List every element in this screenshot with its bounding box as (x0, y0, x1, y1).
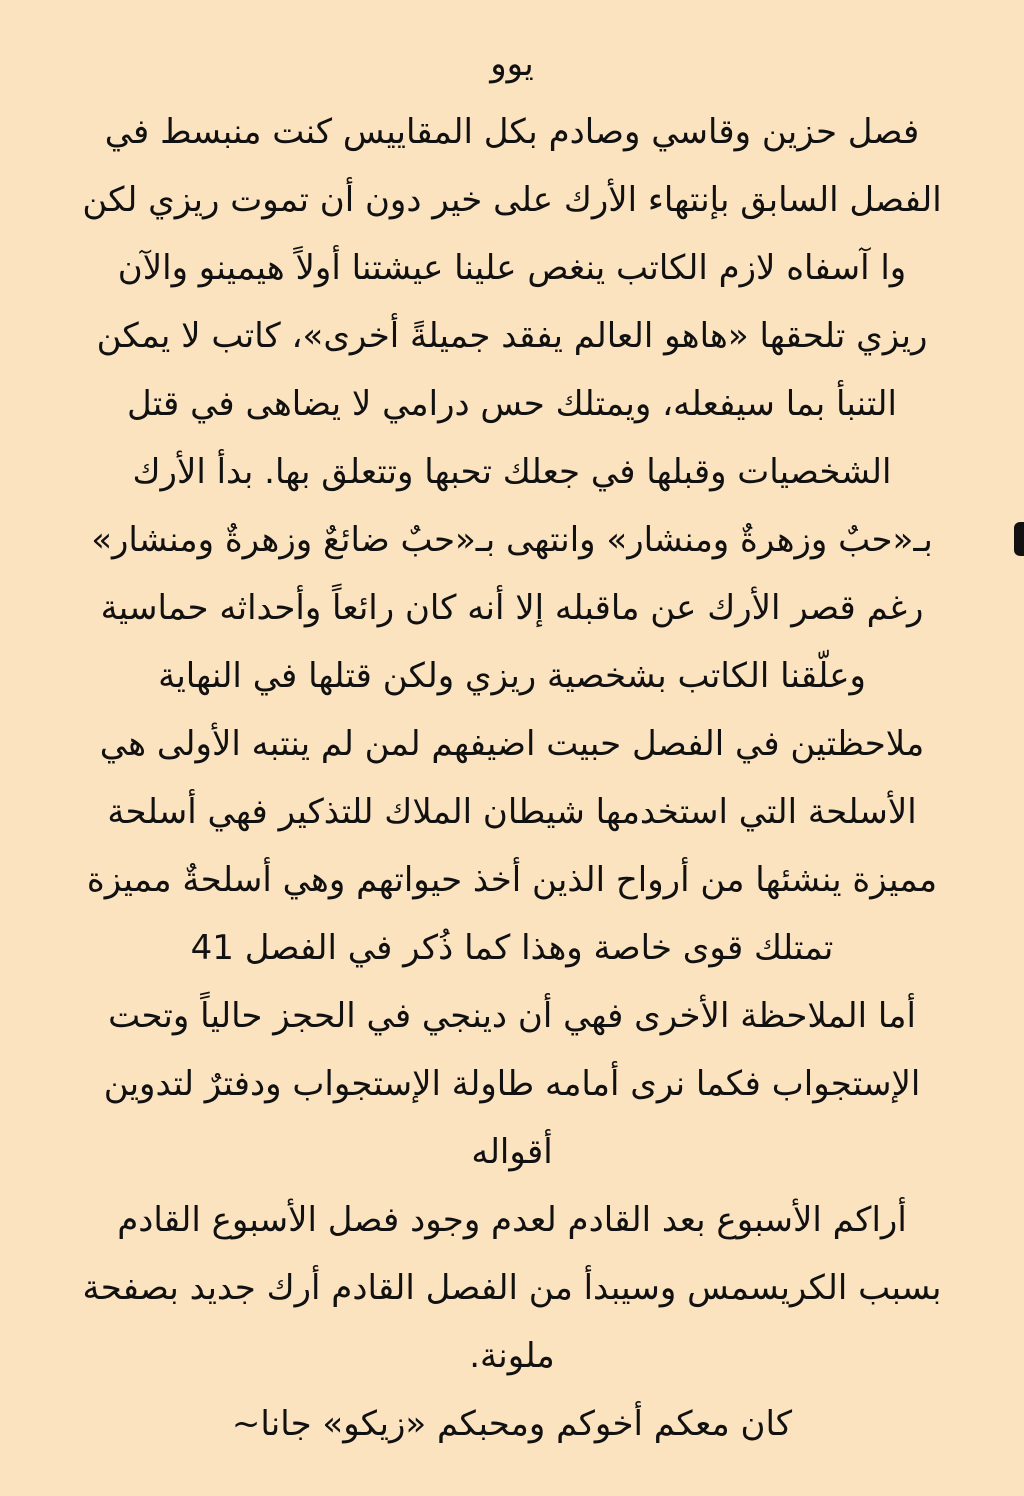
translator-note (20, 30, 1004, 1458)
edge-mark (1014, 522, 1024, 556)
text-line: ملاحظتين في الفصل حبيت اضيفهم لمن لم ينتبه الأولى هي (99, 724, 925, 764)
text-line: بسبب الكريسمس وسيبدأ من الفصل القادم أرك جديد بصفحة (82, 1268, 942, 1308)
text-line: وا آسفاه لازم الكاتب ينغص علينا عيشتنا أولاً هيمينو والآن (117, 248, 907, 288)
text-line: فصل حزين وقاسي وصادم بكل المقاييس كنت منبسط في (104, 112, 920, 152)
text-line: ملونة. (469, 1336, 555, 1376)
text-line: الإستجواب فكما نرى أمامه طاولة الإستجواب ودفترٌ لتدوين (103, 1064, 921, 1104)
text-line: أراكم الأسبوع بعد القادم لعدم وجود فصل الأسبوع القادم (117, 1200, 907, 1240)
text-line: الأسلحة التي استخدمها شيطان الملاك للتذكير فهي أسلحة (107, 792, 917, 832)
text-line: بـ«حبٌ وزهرةٌ ومنشار» وانتهى بـ«حبٌ ضائعٌ وزهرةٌ ومنشار» (91, 520, 933, 560)
text-line: الفصل السابق بإنتهاء الأرك على خير دون أن تموت ريزي لكن (82, 180, 942, 220)
text-line: التنبأ بما سيفعله، ويمتلك حس درامي لا يضاهى في قتل (127, 384, 897, 424)
text-line: وعلّقنا الكاتب بشخصية ريزي ولكن قتلها في النهاية (158, 656, 866, 696)
text-line: أما الملاحظة الأخرى فهي أن دينجي في الحجز حالياً وتحت (108, 996, 916, 1036)
signature-line: كان معكم أخوكم ومحبكم «زيكو» جانا~ (231, 1404, 793, 1444)
text-line: تمتلك قوى خاصة وهذا كما ذُكر في الفصل 41 (190, 928, 834, 968)
greeting-line: يوو (490, 44, 534, 84)
text-line: أقواله (471, 1132, 553, 1172)
text-line: ريزي تلحقها «هاهو العالم يفقد جميلةً أخرى»، كاتب لا يمكن (96, 316, 928, 356)
text-line: رغم قصر الأرك عن ماقبله إلا أنه كان رائعاً وأحداثه حماسية (100, 588, 924, 628)
text-line: الشخصيات وقبلها في جعلك تحبها وتتعلق بها. بدأ الأرك (132, 452, 892, 492)
text-line: مميزة ينشئها من أرواح الذين أخذ حيواتهم وهي أسلحةٌ مميزة (86, 860, 938, 900)
